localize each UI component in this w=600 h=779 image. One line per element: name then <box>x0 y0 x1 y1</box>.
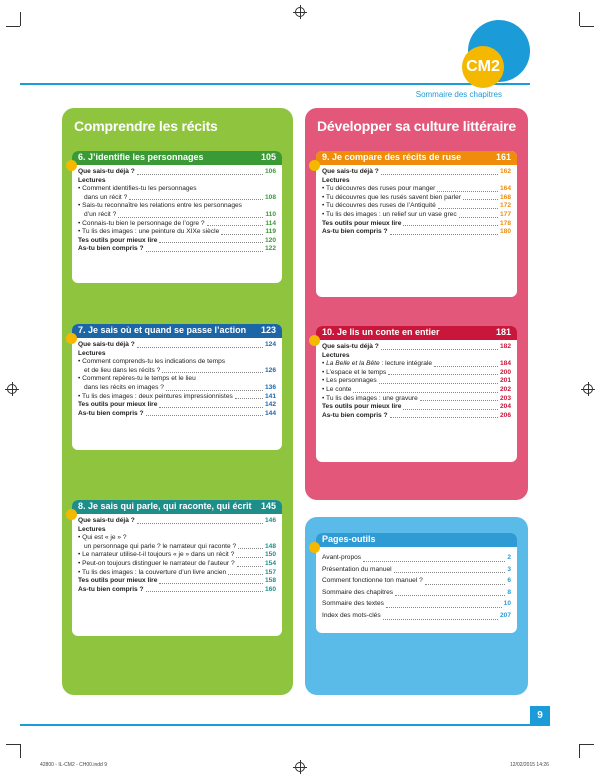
toc-label: Sommaire des textes <box>322 600 384 608</box>
bullet-dot <box>309 160 320 171</box>
toc-row[interactable] <box>322 228 511 237</box>
toc-page: 178 <box>499 219 511 227</box>
toc-label: • Le conte <box>322 386 351 395</box>
toc-page: 180 <box>499 228 511 236</box>
toc-label: et de lieu dans les récits ? <box>84 366 161 374</box>
chapter-card-9 <box>316 151 517 297</box>
toc-row[interactable] <box>322 610 511 622</box>
toc-page: 3 <box>507 565 511 573</box>
crop-mark <box>580 26 594 27</box>
toc-page: 120 <box>264 236 276 244</box>
toc-row[interactable] <box>78 220 276 229</box>
bullet-dot <box>66 160 77 171</box>
toc-label: Que sais-tu déjà ? <box>322 343 379 350</box>
crop-mark <box>20 12 21 26</box>
toc-label: Index des mots-clés <box>322 611 381 619</box>
toc-row[interactable] <box>322 395 511 404</box>
chapter-page: 105 <box>260 152 276 162</box>
toc-page: 2 <box>507 554 511 561</box>
toc-page: 202 <box>499 385 511 393</box>
toc-page: 144 <box>264 409 276 417</box>
toc-row[interactable] <box>78 384 276 393</box>
toc-row[interactable] <box>78 367 276 376</box>
print-slug-file: 42800 - IL-CM2 - CH00.indd 9 <box>40 762 107 768</box>
toc-label: • Tu lis des images : un relief sur un vase grec <box>322 211 457 220</box>
chapter-page: 123 <box>260 325 276 335</box>
toc-row[interactable] <box>322 575 511 587</box>
toc-row[interactable] <box>322 369 511 378</box>
toc-label: Tes outils pour mieux lire <box>78 401 158 409</box>
toc-page: 148 <box>264 542 276 550</box>
toc-page: 114 <box>265 219 276 227</box>
bullet-dot <box>309 542 320 553</box>
chapter-header <box>72 151 282 165</box>
chapter-card-7 <box>72 324 282 450</box>
registration-mark <box>295 762 305 772</box>
toc-row[interactable] <box>78 577 276 586</box>
toc-page: 157 <box>264 568 276 576</box>
chapter-card-8 <box>72 500 282 636</box>
toc-row[interactable] <box>322 587 511 599</box>
toc-label: As-tu bien compris ? <box>78 245 144 253</box>
toc-page: 150 <box>264 551 276 559</box>
toc-page: 160 <box>264 585 276 593</box>
toc-page: 146 <box>264 517 276 524</box>
toc-page: 182 <box>499 343 511 350</box>
toc-page: 110 <box>265 210 276 218</box>
toc-label: un personnage qui parle ? le narrateur qui raconte ? <box>84 542 237 550</box>
toc-label: • Tu lis des images : deux peintures impressionnistes <box>78 393 233 402</box>
toc-page: 119 <box>265 228 276 236</box>
toc-label: • Connais-tu bien le personnage de l’ogre ? <box>78 220 205 229</box>
toc-row[interactable] <box>78 375 276 384</box>
toc-page: 201 <box>499 377 511 385</box>
toc-label: Tes outils pour mieux lire <box>78 236 158 244</box>
toc-row[interactable] <box>78 341 276 350</box>
toc-row[interactable] <box>322 598 511 610</box>
toc-page: 164 <box>499 185 511 193</box>
toc-label: Tes outils pour mieux lire <box>78 577 158 585</box>
toc-page: 200 <box>499 368 511 376</box>
toc-row[interactable] <box>78 202 276 211</box>
toc-row[interactable] <box>78 228 276 237</box>
toc-page: 136 <box>264 383 276 391</box>
toc-row[interactable] <box>78 194 276 203</box>
footer-rule <box>20 724 530 726</box>
bullet-dot <box>66 333 77 344</box>
toc-row[interactable] <box>78 569 276 578</box>
crop-mark <box>579 744 580 758</box>
toc-page: 126 <box>264 366 276 374</box>
toc-row[interactable] <box>78 551 276 560</box>
toc-label <box>322 360 432 369</box>
toc-row[interactable] <box>78 586 276 595</box>
toc-page: 204 <box>499 403 511 411</box>
toc-page: 8 <box>507 588 511 596</box>
toc-label: • L’espace et le temps <box>322 369 386 378</box>
chapter-card-10 <box>316 326 517 462</box>
toc-label: • Tu découvres des ruses pour manger <box>322 185 435 194</box>
toc-label: Que sais-tu déjà ? <box>78 517 135 524</box>
toc-label-rest: : lecture intégrale <box>379 360 433 368</box>
toc-row[interactable] <box>78 401 276 410</box>
toc-page: 184 <box>499 360 511 368</box>
toc-row[interactable] <box>78 245 276 254</box>
chapter-header <box>316 326 517 340</box>
chapter-header <box>72 324 282 338</box>
chapter-title: 7. Je sais où et quand se passe l’action <box>78 325 247 335</box>
toc-row[interactable] <box>322 564 511 576</box>
toc-label: Avant-propos <box>322 554 362 561</box>
toc-page: 154 <box>264 559 276 567</box>
crop-mark <box>20 744 21 758</box>
toc-label: As-tu bien compris ? <box>78 585 144 593</box>
toc-label: • Peut-on toujours distinguer le narrateur de l’auteur ? <box>78 560 235 569</box>
toc-row[interactable] <box>322 386 511 395</box>
toc-label: Présentation du manuel <box>322 565 392 573</box>
toc-row[interactable] <box>78 517 276 526</box>
crop-mark <box>580 744 594 745</box>
toc-label: Lectures <box>322 351 350 359</box>
toc-label: Que sais-tu déjà ? <box>78 168 135 175</box>
toc-row[interactable] <box>322 412 511 421</box>
toc-page: 10 <box>503 600 511 608</box>
tools-card <box>316 533 517 633</box>
toc-page: 6 <box>507 577 511 585</box>
toc-section <box>78 526 276 535</box>
toc-label: • Sais-tu reconnaître les relations entre les personnages <box>78 202 242 211</box>
chapter-title: 6. J’identifie les personnages <box>78 152 204 162</box>
toc-label: dans un récit ? <box>84 193 128 201</box>
chapter-page: 161 <box>495 152 511 162</box>
toc-label: Lectures <box>78 525 106 533</box>
toc-section <box>322 352 511 361</box>
toc-label: As-tu bien compris ? <box>78 409 144 417</box>
registration-mark <box>583 384 593 394</box>
toc-section <box>78 177 276 186</box>
toc-label: Sommaire des chapitres <box>322 588 394 596</box>
toc-label: • Qui est « je » ? <box>78 534 127 543</box>
toc-page: 168 <box>499 193 511 201</box>
toc-row[interactable] <box>78 543 276 552</box>
toc-label: Que sais-tu déjà ? <box>78 341 135 348</box>
toc-page: 177 <box>499 210 511 218</box>
chapter-header <box>72 500 282 514</box>
toc-row[interactable] <box>322 185 511 194</box>
toc-label: Tes outils pour mieux lire <box>322 403 402 411</box>
toc-page: 122 <box>264 245 276 253</box>
toc-label: • Tu découvres des ruses de l’Antiquité <box>322 202 436 211</box>
toc-row[interactable] <box>78 237 276 246</box>
toc-label: As-tu bien compris ? <box>322 228 388 236</box>
toc-row[interactable] <box>322 403 511 412</box>
toc-label: • Tu lis des images : une gravure <box>322 395 418 404</box>
toc-label: • Les personnages <box>322 377 377 386</box>
toc-row[interactable] <box>78 410 276 419</box>
toc-row[interactable] <box>78 560 276 569</box>
toc-page: 162 <box>499 168 511 175</box>
toc-page: 172 <box>499 202 511 210</box>
toc-label: Que sais-tu déjà ? <box>322 168 379 175</box>
toc-label: Tes outils pour mieux lire <box>322 219 402 227</box>
toc-page: 206 <box>499 411 511 419</box>
toc-row[interactable] <box>78 211 276 220</box>
toc-page: 203 <box>499 394 511 402</box>
registration-mark <box>7 384 17 394</box>
toc-label: As-tu bien compris ? <box>322 411 388 419</box>
column-title: Comprendre les récits <box>74 118 218 134</box>
toc-label: Lectures <box>322 176 350 184</box>
toc-label: dans les récits en images ? <box>84 383 164 391</box>
toc-label: Lectures <box>78 176 106 184</box>
toc-page: 141 <box>264 392 276 400</box>
toc-row[interactable] <box>78 393 276 402</box>
toc-page: 207 <box>499 611 511 619</box>
toc-label: • Le narrateur utilise-t-il toujours « je » dans un récit ? <box>78 551 234 560</box>
crop-mark <box>6 744 20 745</box>
toc-page: 106 <box>264 168 276 175</box>
chapter-title: 9. Je compare des récits de ruse <box>322 152 462 162</box>
toc-section <box>78 350 276 359</box>
toc-row[interactable] <box>322 168 511 177</box>
tools-title: Pages-outils <box>322 534 376 544</box>
bullet-dot <box>66 509 77 520</box>
chapter-title: 8. Je sais qui parle, qui raconte, qui écrit <box>78 501 252 511</box>
toc-label: • Tu lis des images : une peinture du XIXe siècle <box>78 228 219 237</box>
toc-row[interactable] <box>322 194 511 203</box>
toc-row[interactable] <box>78 185 276 194</box>
toc-label: Lectures <box>78 349 106 357</box>
chapter-header <box>316 151 517 165</box>
toc-row[interactable] <box>322 360 511 369</box>
toc-page: 108 <box>264 193 276 201</box>
toc-row[interactable] <box>78 534 276 543</box>
toc-label: d’un récit ? <box>84 210 117 218</box>
header-rule <box>20 83 530 85</box>
page-subtitle: Sommaire des chapitres <box>415 90 502 99</box>
chapter-page: 181 <box>495 327 511 337</box>
print-slug-date: 12/02/2015 14:26 <box>510 762 549 768</box>
toc-row[interactable] <box>322 202 511 211</box>
chapter-card-6 <box>72 151 282 283</box>
toc-label: • Tu lis des images : la couverture d’un livre ancien <box>78 569 226 578</box>
toc-row[interactable] <box>322 220 511 229</box>
toc-label: • Comment repères-tu le temps et le lieu <box>78 375 196 384</box>
toc-row[interactable] <box>78 168 276 177</box>
chapter-title: 10. Je lis un conte en entier <box>322 327 440 337</box>
toc-row[interactable] <box>322 377 511 386</box>
book-title: La Belle et la Bête <box>326 360 380 368</box>
toc-page: 124 <box>264 341 276 348</box>
page-number: 9 <box>530 706 550 726</box>
grade-badge: CM2 <box>466 58 500 75</box>
toc-row[interactable] <box>322 552 511 564</box>
toc-label: • Tu découvres que les rusés savent bien parler <box>322 194 461 203</box>
crop-mark <box>579 12 580 26</box>
toc-row[interactable] <box>322 211 511 220</box>
toc-label: • Comment comprends-tu les indications de temps <box>78 358 225 367</box>
toc-row[interactable] <box>78 358 276 367</box>
registration-mark <box>295 7 305 17</box>
toc-label: Comment fonctionne ton manuel ? <box>322 577 423 585</box>
bullet-dot <box>309 335 320 346</box>
toc-row[interactable] <box>322 343 511 352</box>
toc-page: 142 <box>264 401 276 409</box>
toc-page: 158 <box>264 577 276 585</box>
toc-label: • Comment identifies-tu les personnages <box>78 185 197 194</box>
tools-header <box>316 533 517 547</box>
crop-mark <box>6 26 20 27</box>
toc-section <box>322 177 511 186</box>
column-title: Développer sa culture littéraire <box>317 118 517 134</box>
chapter-page: 145 <box>260 501 276 511</box>
